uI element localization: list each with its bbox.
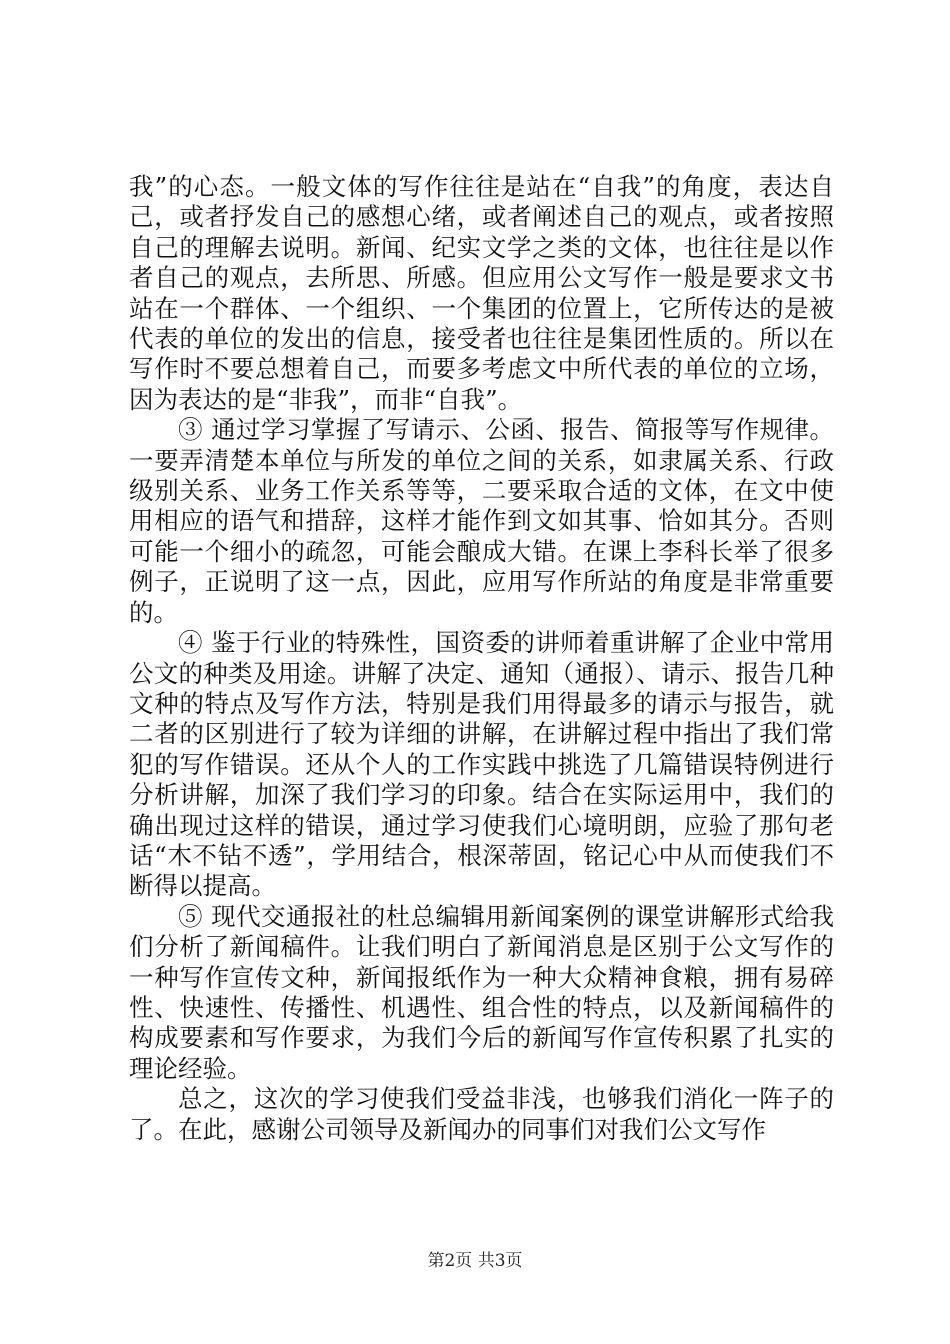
paragraph-continued: 我”的心态。一般文体的写作往往是站在“自我”的角度，表达自己，或者抒发自己的感想心绪，或者阐述自己的观点，或者按照自己的理解去说明。新闻、纪实文学之类的文体，也往往是以作者自己的观点，去所思、所感。但应用公文写作一般是要求文书站在一个群体、一个组织、一个集团的位置上，它所传达的是被代表的单位的发出的信息，接受者也往往是集团性质的。所以在写作时不要总想着自己，而要多考虑文中所代表的单位的立场，因为表达的是“非我”，而非“自我”。 <box>129 172 834 414</box>
body-text <box>129 172 834 1145</box>
paragraph-summary: 总之，这次的学习使我们受益非浅，也够我们消化一阵子的了。在此，感谢公司领导及新闻办的同事们对我们公文写作 <box>129 1084 834 1144</box>
paragraph-point-4: ④ 鉴于行业的特殊性，国资委的讲师着重讲解了企业中常用公文的种类及用途。讲解了决定、通知（通报）、请示、报告几种文种的特点及写作方法，特别是我们用得最多的请示与报告，就二者的区别进行了较为详细的讲解，在讲解过程中指出了我们常犯的写作错误。还从个人的工作实践中挑选了几篇错误特例进行分析讲解，加深了我们学习的印象。结合在实际运用中，我们的确出现过这样的错误，通过学习使我们心境明朗，应验了那句老话“木不钻不透”，学用结合，根深蒂固，铭记心中从而使我们不断得以提高。 <box>129 628 834 901</box>
paragraph-point-3: ③ 通过学习掌握了写请示、公函、报告、简报等写作规律。一要弄清楚本单位与所发的单位之间的关系，如隶属关系、行政级别关系、业务工作关系等等，二要采取合适的文体，在文中使用相应的语气和措辞，这样才能作到文如其事、恰如其分。否则可能一个细小的疏忽，可能会酿成大错。在课上李科长举了很多例子，正说明了这一点，因此，应用写作所站的角度是非常重要的。 <box>129 415 834 627</box>
paragraph-point-5: ⑤ 现代交通报社的杜总编辑用新闻案例的课堂讲解形式给我们分析了新闻稿件。让我们明白了新闻消息是区别于公文写作的一种写作宣传文种，新闻报纸作为一种大众精神食粮，拥有易碎性、快速性、传播性、机遇性、组合性的特点，以及新闻稿件的构成要素和写作要求，为我们今后的新闻写作宣传积累了扎实的理论经验。 <box>129 901 834 1083</box>
page-number-footer: 第2页 共3页 <box>427 1251 523 1271</box>
